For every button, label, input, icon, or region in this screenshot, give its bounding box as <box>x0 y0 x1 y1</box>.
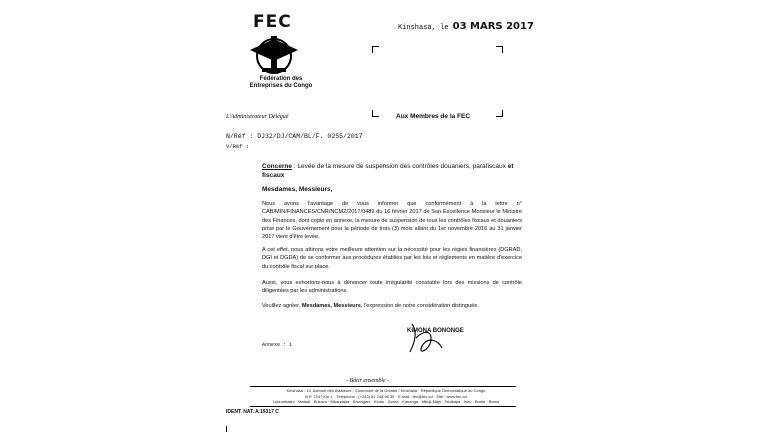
sender-title: L'Administrateur Délégué <box>226 114 289 120</box>
date-value: 03 MARS 2017 <box>452 21 534 32</box>
footer-motto: - Bâtir ensemble - <box>346 378 390 384</box>
address-window-corner <box>372 46 379 53</box>
logo-base <box>262 68 286 72</box>
closing-end: , l'expression de notre considération distinguée. <box>360 303 479 309</box>
org-name <box>246 76 316 90</box>
subject-text: : Levée de la mesure de suspension des contrôles douaniers, parafiscaux <box>291 163 508 170</box>
date-prefix: Kinshasa, le <box>398 24 449 32</box>
page-mark <box>226 426 227 432</box>
handwritten-signature <box>404 318 448 358</box>
body-paragraph-2: A cet effet, nous attirons votre meilleure attention sur la nécessité pour les régies financières (DGRAD, DGI et DGDA) de se conformer aux procédures établies par les lois et règlements en matière d'exercice du contrôle fiscal sur place. <box>262 247 522 270</box>
footer-line-2: B.P. 7247 Kin 1 · Téléphone : (+243) 81 248 98 39 · E-mail : fec@fec.cd · Site : www.fec.cd <box>305 393 467 399</box>
org-line-2: Entreprises du Congo <box>249 83 313 89</box>
brand-name: FEC <box>253 12 292 32</box>
closing-paragraph <box>262 302 522 310</box>
subject-label: Concerne <box>262 163 292 170</box>
body-paragraph-1: Nous avons l'avantage de vous informer que conformément à la lettre n° CAB/MIN/FINANCES/CNR/NCMZ/2017/0489 du 16 février 2017 de Son Excellence Monsieur le Ministre des Finances, dont copie en annexe, la mesure de suspension de tous les contrôles fiscaux et douaniers prise par le Gouvernement pour la période de trois (3) mois allant du 1er novembre 2016 au 31 janvier 2017 vient d'être levée. <box>262 201 522 241</box>
address-window-corner <box>496 46 503 53</box>
subject-line <box>262 162 522 180</box>
reference-number: N/Réf : DJ32/DJ/CAM/BL/F. 0255/2017 <box>226 133 363 140</box>
logo-wing-left <box>250 40 272 60</box>
footer-line-3: Lubumbashi · Matadi · Bukavu · Mbandaka · Kisangani · Kindu · Goma · Kananga · Mbuji-Mayi · Tshikapa · Isiro · Bunia · Boma <box>272 399 500 404</box>
closing-bold: Mesdames, Messieurs <box>301 303 361 309</box>
footer-address <box>262 388 510 405</box>
closing-start: Veuillez agréer, <box>262 303 302 309</box>
body-paragraph-3: Aussi, vous exhortons-nous à dénoncer toute irrégularité constatée lors des missions de contrôle diligentées par les administrations. <box>262 280 522 295</box>
recipient: Aux Membres de la FEC <box>396 113 471 120</box>
signatory-name: KIMONA BONONGE <box>407 328 464 334</box>
national-id: IDENT. NAT. A 19317 C <box>226 409 279 415</box>
subject-text-bold: et fiscaux <box>262 163 514 179</box>
address-window-corner <box>496 110 503 117</box>
org-line-1: Fédération des <box>259 76 303 82</box>
letter-date <box>398 21 534 32</box>
footer-divider <box>250 406 516 407</box>
your-reference: V/Réf : <box>226 143 250 150</box>
footer-line-1: Kinshasa : 10, Avenue des Aviateurs - Commune de la Gombe / Kinshasa · République Démocratique du Congo <box>286 388 486 393</box>
annex-count: Annexe : 1 <box>262 342 293 348</box>
footer-divider <box>250 386 516 387</box>
address-window-corner <box>372 110 379 117</box>
salutation: Mesdames, Messieurs, <box>262 186 333 193</box>
fec-logo <box>246 30 302 76</box>
logo-column <box>271 36 277 68</box>
logo-wing-right <box>276 40 298 60</box>
